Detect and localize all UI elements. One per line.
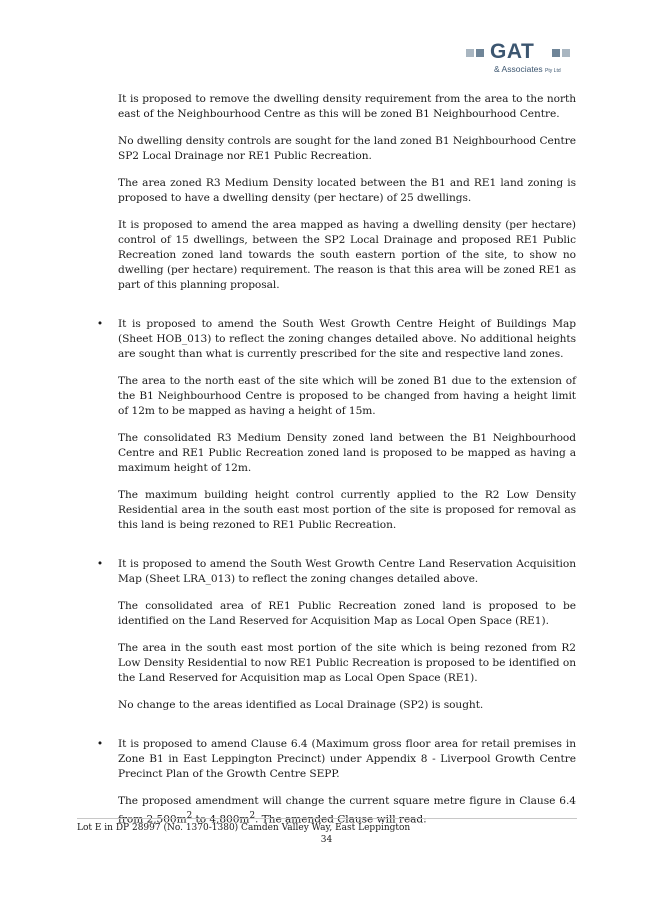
- bullet-text: It is proposed to amend the South West Growth Centre Land Reservation Acquisition Map (Sheet LRA_013) to reflect the zoning changes detailed above.: [118, 558, 576, 585]
- bullet-text: It is proposed to amend the South West Growth Centre Height of Buildings Map (Sheet HOB_013) to reflect the zoning changes detailed above. No additional heights are sought than what is currently prescribed for the site and respective land zones.: [118, 318, 576, 360]
- bullet-item: [96, 317, 576, 362]
- bullet-text: It is proposed to amend Clause 6.4 (Maximum gross floor area for retail premises in Zone B1 in East Leppington Precinct) under Appendix 8 - Liverpool Growth Centre Precinct Plan of the Growth Centre SEPP.: [118, 738, 576, 780]
- paragraph: The consolidated R3 Medium Density zoned land between the B1 Neighbourhood Centre and RE1 Public Recreation zoned land is proposed to be mapped as having a maximum height of 12m.: [118, 432, 576, 474]
- paragraph: The maximum building height control currently applied to the R2 Low Density Residential area in the south east most portion of the site is proposed for removal as this land is being rezoned to RE1 Public Recreation.: [118, 489, 576, 531]
- logo-subtitle: [494, 64, 561, 74]
- paragraph: It is proposed to amend the area mapped as having a dwelling density (per hectare) control of 15 dwellings, between the SP2 Local Drainage and proposed RE1 Public Recreation zoned land towards the south eastern portion of the site, to show no dwelling (per hectare) requirement. The reason is that this area will be zoned RE1 as part of this planning proposal.: [118, 219, 576, 291]
- paragraph: The area in the south east most portion of the site which is being rezoned from R2 Low Density Residential to now RE1 Public Recreation is proposed to be identified on the Land Reserved for Acquisition map as Local Open Space (RE1).: [118, 642, 576, 684]
- bullet-icon: •: [96, 318, 104, 330]
- footer-address: Lot E in DP 28997 (No. 1370-1380) Camden Valley Way, East Leppington: [77, 823, 411, 833]
- bullet-item: [96, 737, 576, 782]
- bullet-icon: •: [96, 738, 104, 750]
- superscript: 2: [186, 811, 193, 821]
- paragraph: The area to the north east of the site which will be zoned B1 due to the extension of the B1 Neighbourhood Centre is proposed to be changed from having a height limit of 12m to be mapped as having a height of 15m.: [118, 375, 576, 417]
- amendment-text-c: . The amended Clause will read:: [255, 813, 427, 826]
- paragraph: No change to the areas identified as Local Drainage (SP2) is sought.: [118, 699, 484, 711]
- logo-subtitle-text: & Associates: [494, 64, 543, 74]
- bullet-item: [96, 557, 576, 587]
- document-body: [94, 92, 576, 840]
- logo-text: GAT: [490, 40, 535, 63]
- paragraph: The consolidated area of RE1 Public Recreation zoned land is proposed to be identified on the Land Reserved for Acquisition Map as Local Open Space (RE1).: [118, 600, 576, 627]
- bullet-icon: •: [96, 558, 104, 570]
- logo-squares-right: [552, 49, 570, 57]
- footer-divider: [77, 818, 577, 819]
- company-logo: [466, 40, 578, 78]
- paragraph: The area zoned R3 Medium Density located between the B1 and RE1 land zoning is proposed to have a dwelling density (per hectare) of 25 dwellings.: [118, 177, 576, 204]
- amendment-text-a: The proposed amendment will change the current square metre figure in Clause 6.4 from 2,500m: [118, 795, 576, 826]
- superscript: 2: [249, 811, 256, 821]
- paragraph: No dwelling density controls are sought for the land zoned B1 Neighbourhood Centre SP2 Local Drainage nor RE1 Public Recreation.: [118, 135, 576, 162]
- page-number: 34: [320, 835, 333, 845]
- amendment-text-b: to 4,800m: [192, 813, 250, 826]
- paragraph: It is proposed to remove the dwelling density requirement from the area to the north east of the Neighbourhood Centre as this will be zoned B1 Neighbourhood Centre.: [118, 93, 576, 120]
- logo-pty-text: Pty Ltd: [545, 68, 561, 74]
- logo-squares-left: [466, 49, 484, 57]
